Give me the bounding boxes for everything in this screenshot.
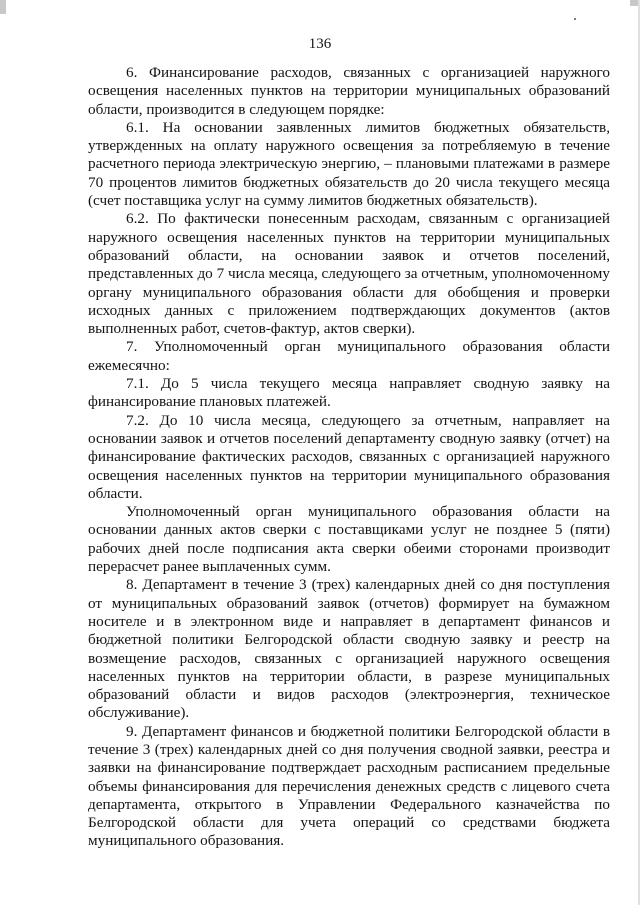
paragraph-7-1: 7.1. До 5 числа текущего месяца направляет сводную заявку на финансирование плановых платежей.: [88, 375, 610, 411]
paragraph-6: 6. Финансирование расходов, связанных с организацией наружного освещения населенных пунктов на территории муниципальных образований области, производится в следующем порядке:: [88, 64, 610, 118]
scan-edge-mark: [0, 0, 6, 14]
paragraph-6-2: 6.2. По фактически понесенным расходам, связанным с организацией наружного освещения населенных пунктов на территории муниципальных образований области, на основании заявок и отчетов поселений, представленных до 7 числа месяца, следующего за отчетным, уполномоченному органу муниципального образования области для обобщения и проверки исходных данных с приложением подтверждающих документов (актов выполненных работ, счетов-фактур, актов сверки).: [88, 210, 610, 338]
document-body: [88, 64, 610, 851]
paragraph-9: 9. Департамент финансов и бюджетной политики Белгородской области в течение 3 (трех) календарных дней со дня получения сводной заявки, реестра и заявки на финансирование подтверждает расходным расписанием предельные объемы финансирования для перечисления денежных средств с лицевого счета департамента, открытого в Управлении Федерального казначейства по Белгородской области для учета операций со средствами бюджета муниципального образования.: [88, 722, 610, 850]
paragraph-7-recalculation: Уполномоченный орган муниципального образования области на основании данных актов сверки с поставщиками услуг не позднее 5 (пяти) рабочих дней после подписания акта сверки обеими сторонами производит перерасчет ранее выплаченных сумм.: [88, 503, 610, 576]
paragraph-8: 8. Департамент в течение 3 (трех) календарных дней со дня поступления от муниципальных образований заявок (отчетов) формирует на бумажном носителе и в электронном виде и направляет в департамент финансов и бюджетной политики Белгородской области сводную заявку и реестр на возмещение расходов, связанных с организацией наружного освещения населенных пунктов на территории области, в разрезе муниципальных образований области и видов расходов (электроэнергия, техническое обслуживание).: [88, 576, 610, 722]
paragraph-7-2: 7.2. До 10 числа месяца, следующего за отчетным, направляет на основании заявок и отчетов поселений департаменту сводную заявку (отчет) на финансирование фактических расходов, связанных с организацией наружного освещения населенных пунктов на территории муниципального образования области.: [88, 411, 610, 502]
paragraph-6-1: 6.1. На основании заявленных лимитов бюджетных обязательств, утвержденных на оплату наружного освещения за потребляемую в течение расчетного периода электрическую энергию, – плановыми платежами в размере 70 процентов лимитов бюджетных обязательств до 20 числа текущего месяца (счет поставщика услуг на сумму лимитов бюджетных обязательств).: [88, 118, 610, 210]
page-number: 136: [308, 36, 332, 52]
paragraph-7: 7. Уполномоченный орган муниципального образования области ежемесячно:: [88, 338, 610, 374]
scan-dot: [574, 18, 576, 20]
